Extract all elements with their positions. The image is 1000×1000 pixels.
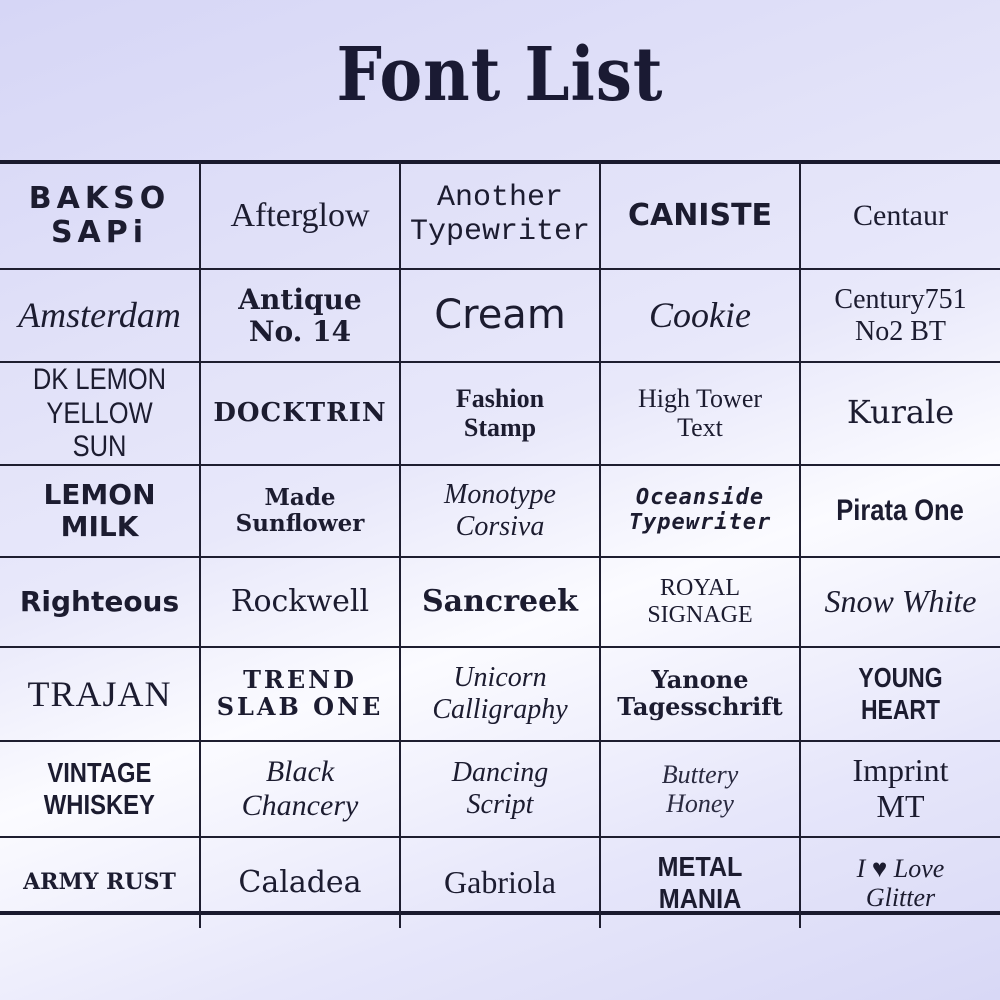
font-label: CANISTE — [627, 198, 773, 234]
font-row — [0, 741, 1000, 837]
font-cell-rockwell — [200, 557, 400, 647]
font-cell-afterglow — [200, 164, 400, 269]
font-cell-black-chancery — [200, 741, 400, 837]
font-label: LEMON — [43, 478, 156, 512]
font-label: Calligraphy — [432, 693, 568, 725]
font-label: Kurale — [846, 393, 955, 432]
font-label: No2 BT — [855, 315, 946, 347]
font-label: YOUNG HEART — [858, 662, 943, 725]
font-row — [0, 164, 1000, 269]
font-label: WHISKEY — [43, 788, 156, 820]
font-label: Gabriola — [444, 863, 556, 900]
font-label: BAKSO — [28, 181, 171, 217]
font-label: METAL MANIA — [657, 851, 743, 914]
font-label: Black — [265, 755, 335, 789]
font-label: Unicorn — [453, 662, 547, 694]
font-label: Dancing — [451, 757, 549, 789]
font-label: Script — [466, 788, 534, 820]
font-cell-caniste — [600, 164, 800, 269]
font-cell-dancing-script — [400, 741, 600, 837]
font-cell-another-typewriter — [400, 164, 600, 269]
font-label: Cookie — [649, 295, 751, 336]
font-cell-righteous — [0, 557, 200, 647]
font-label: Amsterdam — [18, 295, 181, 336]
font-cell-sancreek — [400, 557, 600, 647]
font-cell-monotype-corsiva — [400, 465, 600, 557]
font-cell-yanone-tagesschrift — [600, 647, 800, 741]
font-label: Rockwell — [230, 583, 370, 619]
font-label: Caladea — [238, 864, 362, 900]
font-cell-pirata-one — [800, 465, 1000, 557]
font-row — [0, 557, 1000, 647]
font-cell-century751 — [800, 269, 1000, 362]
font-cell-oceanside-typewriter — [600, 465, 800, 557]
font-label: Another — [436, 181, 564, 216]
font-label: Chancery — [241, 788, 359, 822]
font-cell-vintage-whiskey — [0, 741, 200, 837]
font-cell-dk-lemon-yellow-sun — [0, 362, 200, 465]
font-cell-trajan — [0, 647, 200, 741]
font-cell-gabriola — [400, 837, 600, 928]
page-title: Font List — [336, 32, 664, 119]
font-cell-unicorn-calligraphy — [400, 647, 600, 741]
font-label: SLAB ONE — [216, 691, 384, 721]
font-label: Made — [264, 484, 336, 512]
font-label: Honey — [666, 788, 734, 818]
font-cell-bakso-sapi — [0, 164, 200, 269]
font-label: High Tower — [637, 384, 763, 414]
font-cell-amsterdam — [0, 269, 200, 362]
font-cell-cream — [400, 269, 600, 362]
font-label: Sunflower — [235, 509, 365, 537]
font-cell-young-heart — [800, 647, 1000, 741]
font-cell-metal-mania — [600, 837, 800, 928]
font-label: Tagesschrift — [617, 691, 783, 721]
font-label: ROYAL — [659, 574, 740, 601]
font-cell-imprint-mt — [800, 741, 1000, 837]
font-cell-antique-no-14 — [200, 269, 400, 362]
font-cell-buttery-honey — [600, 741, 800, 837]
font-cell-i-love-glitter — [800, 837, 1000, 928]
font-label: Typewriter — [628, 509, 772, 535]
font-label: SIGNAGE — [647, 601, 753, 628]
font-label: Yanone — [651, 664, 749, 694]
font-label: MT — [876, 787, 925, 824]
font-label: No. 14 — [248, 314, 352, 348]
font-label: TRAJAN — [27, 673, 172, 714]
font-grid — [0, 160, 1000, 915]
font-label: Monotype — [444, 479, 556, 511]
font-cell-centaur — [800, 164, 1000, 269]
font-label: SAPi — [50, 215, 149, 250]
font-cell-high-tower-text — [600, 362, 800, 465]
font-cell-caladea — [200, 837, 400, 928]
font-label: Buttery — [661, 759, 739, 789]
font-label: Glitter — [865, 882, 936, 912]
font-label: TREND — [243, 664, 357, 694]
font-label: Afterglow — [230, 196, 370, 234]
font-cell-kurale — [800, 362, 1000, 465]
font-cell-trend-slab-one — [200, 647, 400, 741]
font-label: Typewriter — [409, 215, 591, 249]
font-row — [0, 837, 1000, 928]
font-label: YELLOW SUN — [46, 396, 153, 464]
font-row — [0, 647, 1000, 741]
font-label: Righteous — [19, 585, 180, 619]
font-cell-army-rust — [0, 837, 200, 928]
font-label: MILK — [60, 509, 139, 543]
font-label: VINTAGE — [47, 757, 152, 789]
font-label: DOCKTRIN — [213, 397, 387, 428]
font-cell-cookie — [600, 269, 800, 362]
font-label: Centaur — [853, 199, 948, 233]
font-cell-royal-signage — [600, 557, 800, 647]
font-label: Antique — [238, 283, 362, 317]
font-label: Imprint — [852, 751, 949, 788]
font-label: I ♥ Love — [856, 853, 945, 883]
font-row — [0, 269, 1000, 362]
font-cell-lemon-milk — [0, 465, 200, 557]
font-label: Fashion — [455, 384, 545, 414]
font-cell-made-sunflower — [200, 465, 400, 557]
font-label: Cream — [434, 292, 566, 339]
font-label: Text — [677, 413, 723, 443]
font-label: Stamp — [463, 413, 537, 443]
font-label: ARMY RUST — [23, 869, 176, 896]
font-cell-snow-white — [800, 557, 1000, 647]
font-cell-fashion-stamp — [400, 362, 600, 465]
font-label: Pirata One — [836, 493, 965, 527]
font-label: Oceanside — [635, 485, 765, 511]
font-cell-docktrin — [200, 362, 400, 465]
font-row — [0, 362, 1000, 465]
font-label: Century751 — [834, 284, 967, 316]
font-label: Sancreek — [422, 583, 578, 619]
font-label: DK LEMON — [32, 363, 167, 396]
font-label: Snow White — [824, 582, 977, 619]
font-label: Corsiva — [455, 510, 545, 542]
font-row — [0, 465, 1000, 557]
